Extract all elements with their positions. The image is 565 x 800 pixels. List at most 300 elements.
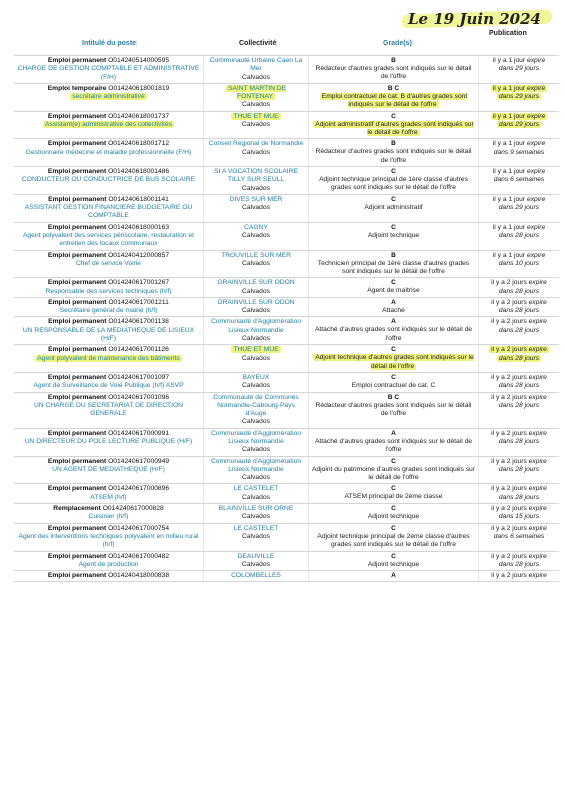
job-reference: O014240514000595	[108, 57, 170, 64]
poste-cell	[14, 317, 204, 344]
collectivite-cell	[204, 429, 309, 456]
collectivite-link[interactable]: Conseil Régional de Normandie	[208, 140, 304, 148]
grade-text: ATSEM principal de 2ème classe	[344, 493, 443, 501]
publication-cell	[479, 56, 559, 83]
category: B	[391, 57, 396, 64]
category: C	[391, 167, 396, 175]
expire-label: expire	[528, 318, 547, 326]
collectivite-link[interactable]: SI A VOCATION SCOLAIRE TILLY SUR SEULL	[214, 167, 298, 184]
category: B	[391, 140, 396, 148]
grade-text: Agent de maîtrise	[367, 287, 420, 295]
job-reference: O014240418000838	[108, 572, 170, 580]
collectivite-link[interactable]: Communauté d'Agglomération Lisieux Normandie	[210, 429, 302, 445]
collectivite-link[interactable]: LE CASTELET	[233, 485, 279, 493]
grade-text: Attaché	[382, 306, 405, 314]
category: C	[391, 195, 396, 203]
poste-cell	[14, 278, 204, 297]
published-ago: il y a 1 jour	[492, 112, 526, 120]
department: Calvados	[242, 474, 270, 482]
job-title-link[interactable]: Secrétaire général de mairie (h/f)	[59, 307, 158, 315]
table-row[interactable]	[14, 277, 559, 297]
poste-cell	[14, 167, 204, 194]
grades-cell	[309, 552, 479, 571]
job-title-link[interactable]: UN AGENT DE MEDIATHEQUE (H/F)	[52, 465, 165, 473]
grades-cell	[309, 223, 479, 250]
job-kind: Emploi permanent	[48, 298, 107, 306]
published-ago: il y a 2 jours	[491, 552, 527, 560]
table-row[interactable]	[14, 392, 559, 428]
collectivite-cell	[204, 139, 309, 166]
publication-cell	[479, 571, 559, 581]
job-title-link[interactable]: UN DIRECTEUR DU POLE LECTURE PUBLIQUE (H/F)	[24, 437, 193, 445]
grade-text: Adjoint technique	[367, 231, 420, 239]
expire-label: expire	[528, 298, 547, 306]
collectivite-link[interactable]: BLAINVILLE SUR ORNE	[218, 505, 294, 513]
table-row[interactable]	[14, 456, 559, 484]
grade-text: Adjoint technique principal de 1ère classe d'autres grades sont indiqués sur le détail de l'offre	[319, 175, 468, 192]
job-title-link[interactable]: Agent polyvalent de maintenance des bâtiments	[37, 354, 180, 362]
expire-label: expire	[528, 373, 547, 381]
job-reference: O014240617001138	[108, 318, 169, 326]
job-title-link[interactable]: Agent polyvalent des services périscolaire, restauration et entretien des locaux communaux	[23, 232, 194, 248]
published-ago: il y a 1 jour	[492, 57, 526, 64]
poste-cell	[14, 393, 204, 428]
handwritten-date: Le 19 Juin 2024	[408, 10, 541, 28]
job-reference: O014240617000482	[108, 552, 170, 560]
collectivite-cell	[204, 484, 309, 503]
department: Calvados	[242, 287, 270, 295]
expiry-duration: dans 29 jours	[498, 121, 540, 129]
collectivite-link[interactable]: Communauté Urbaine Caen La Mer	[209, 57, 303, 73]
table-row[interactable]	[14, 250, 559, 278]
collectivite-cell	[204, 223, 309, 250]
published-ago: il y a 2 jours	[491, 373, 527, 381]
publication-cell	[479, 373, 559, 392]
job-kind: Emploi permanent	[47, 373, 107, 381]
published-ago: il y a 2 jours	[491, 524, 527, 532]
collectivite-cell	[204, 457, 309, 484]
job-reference: O014240618001712	[108, 140, 170, 148]
collectivite-cell	[204, 373, 309, 392]
published-ago: il y a 2 jours	[491, 393, 527, 401]
published-ago: il y a 2 jours	[491, 429, 527, 437]
publication-cell	[479, 112, 559, 139]
expire-label: expire	[526, 84, 546, 92]
publication-cell	[479, 167, 559, 194]
expire-label: expire	[528, 457, 547, 465]
category: C	[391, 524, 396, 532]
job-kind: Emploi permanent	[47, 57, 107, 64]
collectivite-link[interactable]: TROUVILLE SUR MER	[221, 251, 291, 259]
published-ago: il y a 1 jour	[492, 140, 526, 148]
category: C	[391, 373, 396, 381]
expiry-duration: dans 28 jours	[498, 307, 540, 315]
grades-cell	[309, 251, 479, 278]
poste-cell	[14, 223, 204, 250]
published-ago: il y a 2 jours	[491, 318, 527, 326]
job-reference: O014240617001126	[108, 346, 169, 354]
expiry-duration: dans 29 jours	[498, 93, 540, 101]
collectivite-cell	[204, 167, 309, 194]
grade-text: Rédacteur d'autres grades sont indiqués sur le détail de l'offre	[315, 148, 472, 164]
grades-cell	[309, 84, 479, 111]
expire-label: expire	[528, 505, 547, 513]
grade-text: Rédacteur d'autres grades sont indiqués sur le détail de l'offre	[315, 401, 472, 417]
category: C	[391, 112, 396, 120]
grade-text: Adjoint technique	[367, 560, 420, 568]
publication-cell	[479, 393, 559, 428]
department: Calvados	[242, 184, 270, 192]
table-row[interactable]	[14, 523, 559, 551]
department: Calvados	[242, 513, 270, 521]
collectivite-link[interactable]: Communauté d'Agglomération Lisieux Normandie	[210, 457, 302, 473]
collectivite-cell	[204, 552, 309, 571]
expire-label: expire	[528, 429, 547, 437]
published-ago: il y a 2 jours	[491, 346, 527, 354]
expiry-duration: dans 28 jours	[498, 232, 540, 240]
department: Calvados	[242, 354, 270, 362]
department: Calvados	[242, 307, 270, 315]
job-reference: O014240618001819	[108, 84, 170, 92]
expire-label: expire	[528, 524, 547, 532]
category: C	[391, 346, 396, 354]
job-title-link[interactable]: Agent de Surveillance de Voie Publique (h/f) ASVP	[33, 382, 184, 390]
poste-cell	[14, 139, 204, 166]
publication-cell	[479, 457, 559, 484]
published-ago: il y a 1 jour	[492, 167, 526, 175]
department: Calvados	[242, 532, 270, 540]
job-offers-table	[14, 55, 559, 582]
job-kind: Emploi permanent	[47, 112, 107, 120]
job-title-link[interactable]: ASSISTANT GESTION FINANCIERE BUDGETAIRE OU COMPTABLE	[24, 204, 193, 220]
table-row[interactable]	[14, 344, 559, 372]
job-reference: O014240617000754	[108, 524, 170, 532]
expiry-duration: dans 29 jours	[498, 204, 540, 212]
publication-cell	[479, 504, 559, 523]
job-kind: Emploi permanent	[47, 485, 107, 493]
grade-text: Adjoint technique principal de 2ème classe d'autres grades sont indiqués sur le détail de l'offre	[317, 532, 470, 548]
expiry-duration: dans 28 jours	[498, 560, 540, 568]
collectivite-link[interactable]: DIVES SUR MER	[229, 195, 283, 203]
poste-cell	[14, 484, 204, 503]
grades-cell	[309, 317, 479, 344]
table-row[interactable]	[14, 551, 559, 571]
category: B C	[387, 84, 400, 92]
table-row[interactable]	[14, 428, 559, 456]
job-kind: Emploi permanent	[47, 524, 107, 532]
table-row[interactable]	[14, 222, 559, 250]
grade-text: Emploi contractuel de cat. C	[351, 381, 436, 389]
published-ago: il y a 2 jours	[491, 485, 527, 493]
department: Calvados	[242, 101, 270, 109]
grades-cell	[309, 484, 479, 503]
job-reference: O014240617001211	[108, 298, 169, 306]
department: Calvados	[242, 493, 270, 501]
job-title-link[interactable]: UN CHARGE DU SECRETARIAT DE DIRECTION GENERALE	[34, 401, 183, 418]
collectivite-link[interactable]: DEAUVILLE	[237, 552, 275, 560]
collectivite-cell	[204, 56, 309, 83]
publication-cell	[479, 278, 559, 297]
job-kind: Emploi permanent	[48, 318, 107, 326]
collectivite-link[interactable]: COLOMBELLES	[231, 572, 281, 580]
collectivite-link[interactable]: SAINT MARTIN DE FONTENAY	[227, 84, 287, 101]
department: Calvados	[242, 560, 270, 568]
job-kind: Emploi permanent	[47, 140, 107, 148]
collectivite-link[interactable]: GRAINVILLE SUR ODON	[217, 279, 295, 287]
job-title-link[interactable]: Cuisinier (h/f)	[88, 513, 129, 521]
job-title-link[interactable]: Chef de service Voirie	[75, 259, 142, 267]
collectivite-cell	[204, 393, 309, 428]
category: C	[391, 552, 396, 560]
job-reference: O014240617000949	[108, 457, 170, 465]
job-kind: Emploi temporaire	[47, 84, 107, 92]
expire-label: expire	[528, 552, 547, 560]
collectivite-cell	[204, 571, 309, 581]
grades-cell	[309, 571, 479, 581]
expire-label: expire	[528, 485, 547, 493]
grades-cell	[309, 139, 479, 166]
job-reference: O014240618001141	[108, 195, 169, 203]
grades-cell	[309, 167, 479, 194]
department: Calvados	[242, 204, 270, 212]
grade-text: Adjoint du patrimoine d'autres grades sont indiqués sur le détail de l'offre	[312, 465, 475, 481]
collectivite-link[interactable]: BAYEUX	[242, 373, 270, 381]
header-collectivite: Collectivité	[239, 40, 277, 47]
table-row[interactable]	[14, 372, 559, 392]
expire-label: expire	[526, 223, 546, 231]
category: C	[391, 457, 396, 465]
publication-cell	[479, 139, 559, 166]
expiry-duration: dans 28 jours	[498, 382, 540, 390]
department: Calvados	[242, 418, 270, 426]
category: A	[391, 429, 396, 437]
job-title-link[interactable]: Assistant(e) administrative des collectivités	[44, 121, 173, 129]
poste-cell	[14, 457, 204, 484]
poste-cell	[14, 524, 204, 551]
table-row[interactable]	[14, 55, 559, 83]
job-reference: O014240618000163	[108, 223, 170, 231]
job-title-link[interactable]: UN RESPONSABLE DE LA MEDIATHEQUE DE LISIEUX (H/F)	[22, 326, 195, 343]
expiry-duration: dans 28 jours	[498, 465, 540, 473]
table-row[interactable]	[14, 83, 559, 111]
job-kind: Emploi permanent	[48, 346, 107, 354]
category: C	[391, 505, 396, 513]
job-title-link[interactable]: Responsable des services techniques (h/f)	[45, 287, 172, 295]
collectivite-cell	[204, 524, 309, 551]
collectivite-cell	[204, 195, 309, 222]
poste-cell	[14, 84, 204, 111]
grades-cell	[309, 429, 479, 456]
expiry-duration: dans 10 jours	[498, 259, 540, 267]
expire-label: expire	[526, 140, 546, 148]
expiry-duration: dans 28 jours	[498, 437, 540, 445]
grades-cell	[309, 195, 479, 222]
grades-cell	[309, 504, 479, 523]
grade-text: Adjoint technique	[367, 513, 420, 521]
publication-cell	[479, 223, 559, 250]
published-ago: il y a 1 jour	[492, 84, 526, 92]
expire-label: expire	[528, 393, 547, 401]
expiry-duration: dans 15 jours	[498, 513, 540, 521]
job-title-link[interactable]: ATSEM (h/f)	[90, 493, 127, 501]
collectivite-cell	[204, 251, 309, 278]
collectivite-cell	[204, 84, 309, 111]
poste-cell	[14, 345, 204, 372]
expiry-duration: dans 28 jours	[498, 354, 540, 362]
collectivite-link[interactable]: LE CASTELET	[233, 524, 279, 532]
poste-cell	[14, 298, 204, 317]
poste-cell	[14, 504, 204, 523]
job-reference: O014240617001096	[108, 393, 170, 401]
table-row[interactable]	[14, 194, 559, 222]
publication-cell	[479, 524, 559, 551]
collectivite-cell	[204, 278, 309, 297]
job-title-link[interactable]: CONDUCTEUR OU CONDUCTRICE DE BUS SCOLAIRE	[21, 176, 196, 184]
poste-cell	[14, 373, 204, 392]
header-grades: Grade(s)	[383, 40, 412, 47]
poste-cell	[14, 112, 204, 139]
poste-cell	[14, 552, 204, 571]
collectivite-link[interactable]: GRAINVILLE SUR ODON	[217, 298, 295, 306]
grades-cell	[309, 112, 479, 139]
expiry-duration: dans 28 jours	[498, 401, 540, 409]
job-title-link[interactable]: secrétaire administrative	[72, 93, 145, 101]
job-reference: O014240617000828	[102, 505, 164, 513]
grades-cell	[309, 278, 479, 297]
published-ago: il y a 1 jour	[492, 251, 526, 259]
poste-cell	[14, 251, 204, 278]
collectivite-link[interactable]: Communauté d'Agglomération Lisieux Normandie	[210, 318, 302, 334]
poste-cell	[14, 571, 204, 581]
expire-label: expire	[526, 195, 546, 203]
expire-label: expire	[528, 346, 547, 354]
table-row[interactable]	[14, 166, 559, 194]
job-kind: Emploi permanent	[47, 552, 107, 560]
publication-cell	[479, 84, 559, 111]
publication-cell	[479, 317, 559, 344]
job-kind: Emploi permanent	[47, 457, 107, 465]
grade-text: Rédacteur d'autres grades sont indiqués sur le détail de l'offre	[315, 65, 472, 81]
table-row[interactable]	[14, 316, 559, 344]
poste-cell	[14, 56, 204, 83]
category: B C	[387, 393, 400, 401]
publication-cell	[479, 345, 559, 372]
category: A	[391, 318, 396, 326]
job-reference: O014240617001097	[108, 373, 170, 381]
poste-cell	[14, 195, 204, 222]
job-kind: Emploi permanent	[47, 251, 107, 259]
department: Calvados	[242, 382, 270, 390]
table-row[interactable]	[14, 503, 559, 523]
poste-cell	[14, 429, 204, 456]
expiry-duration: dans 28 jours	[498, 287, 540, 295]
grades-cell	[309, 56, 479, 83]
job-title-link[interactable]: Agent des interventions techniques polyvalent en milieu rural (h/f)	[18, 532, 199, 549]
collectivite-cell	[204, 298, 309, 317]
department: Calvados	[242, 335, 270, 343]
collectivite-link[interactable]: Communauté de Communes Normandie-Cabourg-Pays d'Auge	[213, 393, 299, 418]
expire-label: expire	[526, 57, 546, 64]
job-title-link[interactable]: Agent de production	[78, 560, 139, 568]
job-reference: O014240618001486	[108, 167, 170, 175]
department: Calvados	[242, 121, 270, 129]
table-row[interactable]	[14, 570, 559, 582]
category: C	[391, 223, 396, 231]
published-ago: il y a 2 jours	[491, 457, 527, 465]
job-title-link[interactable]: CHARGE DE GESTION COMPTABLE ET ADMINISTRATIVE (F/H)	[17, 65, 200, 81]
table-row[interactable]	[14, 111, 559, 139]
job-kind: Emploi permanent	[47, 279, 107, 287]
publication-cell	[479, 195, 559, 222]
grade-text: Technicien principal de 1ère classe d'autres grades sont indiqués sur le détail de l'offre	[317, 259, 470, 275]
expire-label: expire	[528, 572, 547, 580]
job-kind: Emploi permanent	[47, 393, 107, 401]
category: A	[391, 298, 396, 306]
department: Calvados	[242, 73, 270, 81]
grades-cell	[309, 298, 479, 317]
publication-cell	[479, 298, 559, 317]
expiry-duration: dans 28 jours	[498, 326, 540, 334]
category: B	[391, 251, 396, 259]
job-title-link[interactable]: Gestionnaire médecine et maladie professionnelle (F/H)	[25, 148, 192, 156]
job-kind: Emploi permanent	[47, 429, 107, 437]
department: Calvados	[242, 446, 270, 454]
grade-text: Attaché d'autres grades sont indiqués sur le détail de l'offre	[314, 326, 473, 342]
job-kind: Emploi permanent	[47, 572, 107, 580]
collectivite-cell	[204, 504, 309, 523]
expire-label: expire	[526, 167, 546, 175]
job-kind: Remplacement	[53, 505, 101, 513]
department: Calvados	[242, 148, 270, 156]
department: Calvados	[242, 259, 270, 267]
expire-label: expire	[526, 251, 546, 259]
expiry-duration: dans 28 jours	[498, 493, 540, 501]
table-row[interactable]	[14, 483, 559, 503]
collectivite-cell	[204, 317, 309, 344]
publication-cell	[479, 484, 559, 503]
publication-cell	[479, 429, 559, 456]
published-ago: il y a 1 jour	[492, 195, 526, 203]
collectivite-cell	[204, 112, 309, 139]
category: C	[391, 485, 396, 493]
published-ago: il y a 2 jours	[491, 505, 527, 513]
grade-text: Adjoint technique d'autres grades sont indiqués sur le détail de l'offre	[315, 354, 474, 370]
collectivite-link[interactable]: THUE ET MUE	[233, 346, 279, 354]
published-ago: il y a 2 jours	[491, 298, 527, 306]
job-reference: O014240617000991	[108, 429, 170, 437]
published-ago: il y a 2 jours	[491, 572, 527, 580]
grades-cell	[309, 457, 479, 484]
job-reference: O014240617001267	[108, 279, 170, 287]
collectivite-link[interactable]: THUE ET MUE	[233, 112, 279, 120]
collectivite-link[interactable]: CAGNY	[244, 223, 268, 231]
job-reference: O014240617000896	[108, 485, 170, 493]
publication-cell	[479, 552, 559, 571]
job-kind: Emploi permanent	[47, 167, 107, 175]
category: C	[391, 279, 396, 287]
expiry-duration: dans 29 jours	[498, 65, 540, 73]
grade-text: Adjoint administratif d'autres grades sont indiqués sur le détail de l'offre	[315, 120, 474, 137]
table-row[interactable]	[14, 297, 559, 317]
table-row[interactable]	[14, 138, 559, 166]
job-kind: Emploi permanent	[48, 195, 107, 203]
job-reference: O014240618001737	[108, 112, 170, 120]
grades-cell	[309, 373, 479, 392]
grades-cell	[309, 524, 479, 551]
header-poste: Intitulé du poste	[82, 40, 137, 47]
expire-label: expire	[528, 279, 547, 287]
job-kind: Emploi permanent	[47, 223, 107, 231]
